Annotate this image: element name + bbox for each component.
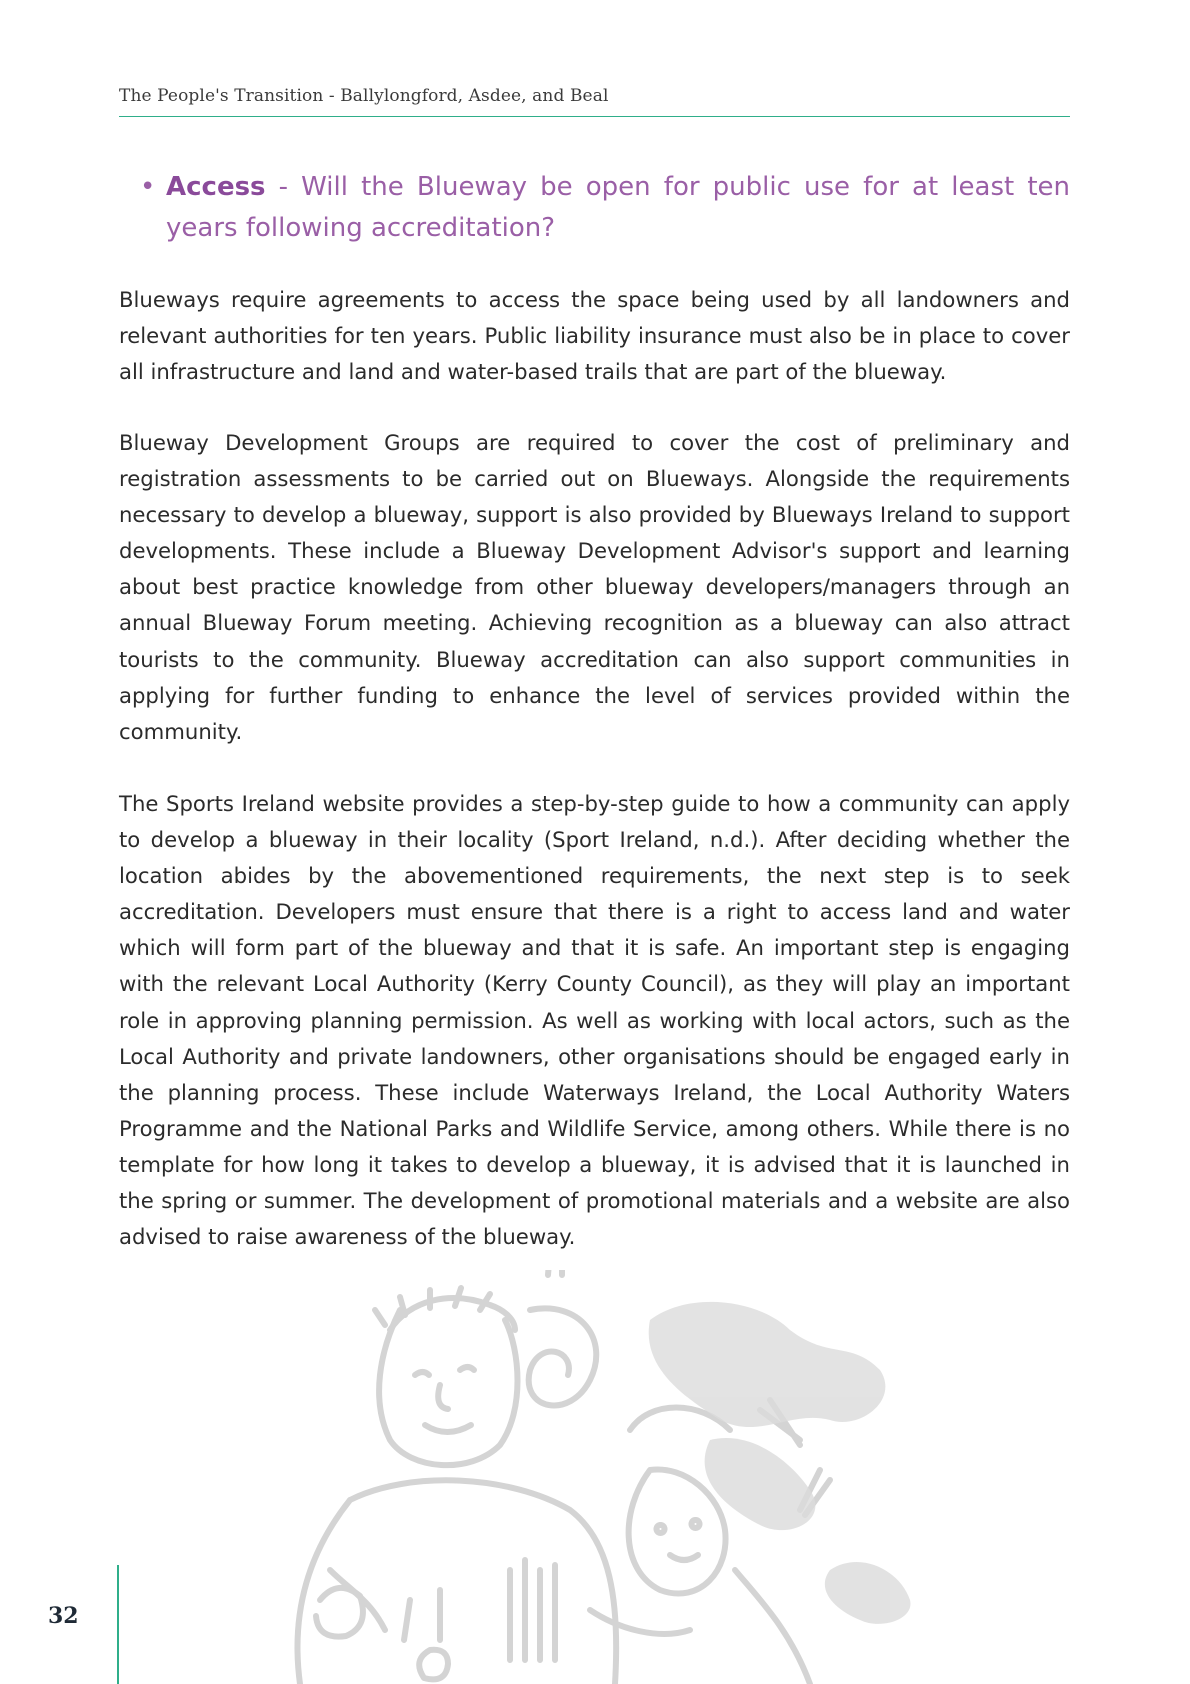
header-divider xyxy=(119,116,1070,117)
bullet-term: Access xyxy=(166,172,266,202)
page-number: 32 xyxy=(48,1603,79,1629)
running-header: The People's Transition - Ballylongford, Asdee, and Beal xyxy=(119,86,609,106)
people-sketch-illustration xyxy=(290,1270,930,1684)
bullet-question: - Will the Blueway be open for public use for at least ten years following accreditation? xyxy=(166,172,1070,243)
bullet-text xyxy=(166,167,1070,249)
bullet-item-access xyxy=(140,167,1070,249)
bullet-dot-icon: • xyxy=(140,172,156,202)
paragraph-development-groups: Blueway Development Groups are required to cover the cost of preliminary and registration assessments to be carried out on Blueways. Alongside the requirements necessary to develop a blueway, support is also provided by Blueways Ireland to support developments. These include a Blueway Development Advisor's support and learning about best practice knowledge from other blueway developers/managers through an annual Blueway Forum meeting. Achieving recognition as a blueway can also attract tourists to the community. Blueway accreditation can also support communities in applying for further funding to enhance the level of services provided within the community. xyxy=(119,430,1070,744)
paragraph-sports-ireland-guide: The Sports Ireland website provides a step-by-step guide to how a community can apply to develop a blueway in their locality (Sport Ireland, n.d.). After deciding whether the location abides by the abovementioned requirements, the next step is to seek accreditation. Developers must ensure that there is a right to access land and water which will form part of the blueway and that it is safe. An important step is engaging with the relevant Local Authority (Kerry County Council), as they will play an important role in approving planning permission. As well as working with local actors, such as the Local Authority and private landowners, other organisations should be engaged early in the planning process. These include Waterways Ireland, the Local Authority Waters Programme and the National Parks and Wildlife Service, among others. While there is no template for how long it takes to develop a blueway, it is advised that it is launched in the spring or summer. The development of promotional materials and a website are also advised to raise awareness of the blueway. xyxy=(119,791,1070,1250)
page-number-divider xyxy=(117,1565,119,1684)
paragraph-agreements: Blueways require agreements to access the space being used by all landowners and relevant authorities for ten years. Public liability insurance must also be in place to cover all infrastructure and land and water-based trails that are part of the blueway. xyxy=(119,287,1070,385)
